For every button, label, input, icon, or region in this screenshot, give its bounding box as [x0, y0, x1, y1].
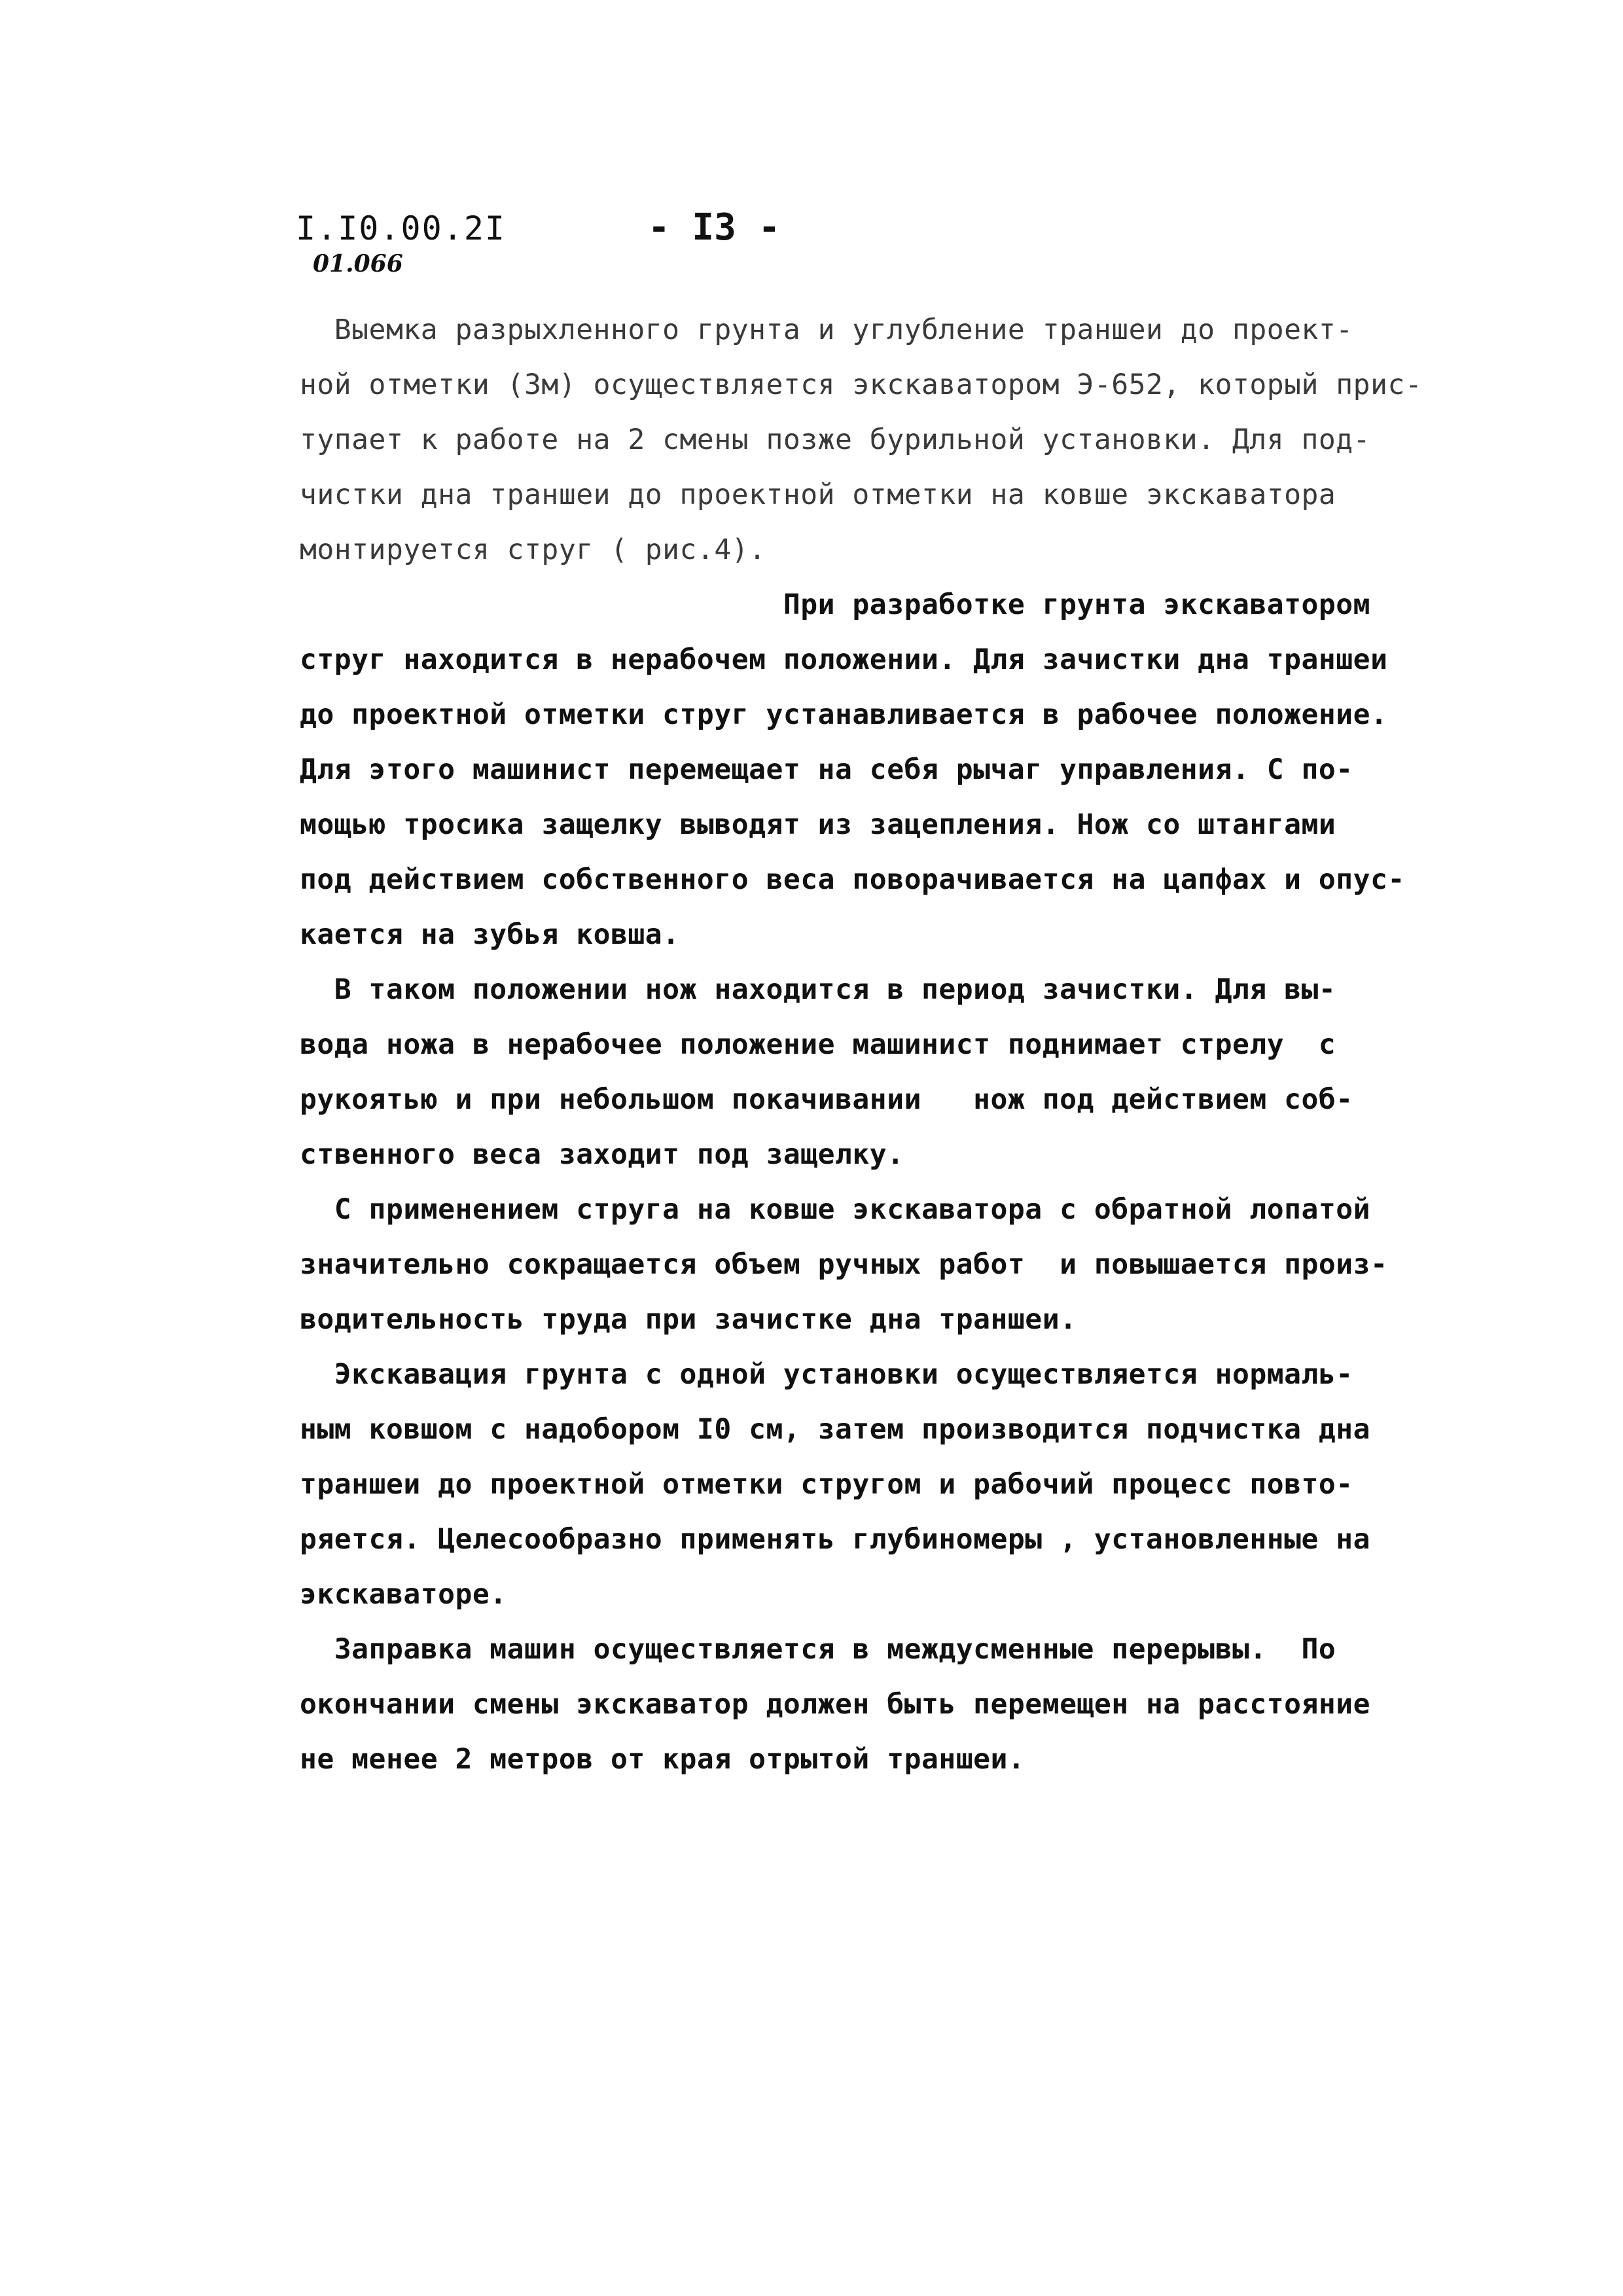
text-line: струг находится в нерабочем положении. Для зачистки дна траншеи	[300, 643, 1388, 676]
text-line: ной отметки (3м) осуществляется экскаватором Э-652, который прис-	[300, 368, 1423, 401]
text-line: кается на зубья ковша.	[300, 918, 680, 951]
text-line: монтируется струг ( рис.4).	[300, 533, 766, 566]
handwritten-note: 01.066	[313, 250, 403, 278]
text-line: экскаваторе.	[300, 1578, 507, 1611]
text-line: мощью тросика защелку выводят из зацепления. Нож со штангами	[300, 808, 1336, 841]
text-line: под действием собственного веса поворачивается на цапфах и опус-	[300, 863, 1405, 896]
text-line: значительно сокращается объем ручных работ и повышается произ-	[300, 1248, 1388, 1281]
text-line: Экскавация грунта с одной установки осуществляется нормаль-	[300, 1358, 1353, 1391]
text-line: водительность труда при зачистке дна траншеи.	[300, 1303, 1077, 1336]
body-text	[300, 302, 1423, 1787]
text-line: Заправка машин осуществляется в междусменные перерывы. По	[300, 1633, 1336, 1666]
text-line: вода ножа в нерабочее положение машинист поднимает стрелу с	[300, 1028, 1336, 1061]
text-line: рукоятью и при небольшом покачивании нож под действием соб-	[300, 1083, 1353, 1116]
text-line: Для этого машинист перемещает на себя рычаг управления. С по-	[300, 753, 1353, 786]
text-line: тупает к работе на 2 смены позже бурильной установки. Для под-	[300, 423, 1371, 456]
text-line: чистки дна траншеи до проектной отметки на ковше экскаватора	[300, 478, 1336, 511]
text-line: окончании смены экскаватор должен быть перемещен на расстояние	[300, 1688, 1371, 1721]
page-number: - I3 -	[648, 206, 781, 249]
text-line: При разработке грунта экскаватором	[300, 588, 1371, 621]
text-line: Выемка разрыхленного грунта и углубление траншеи до проект-	[300, 314, 1353, 346]
text-line: ным ковшом с надобором I0 см, затем производится подчистка дна	[300, 1413, 1371, 1446]
text-line: С применением струга на ковше экскаватора с обратной лопатой	[300, 1193, 1371, 1226]
text-line: траншеи до проектной отметки стругом и рабочий процесс повто-	[300, 1468, 1353, 1501]
text-line: ственного веса заходит под защелку.	[300, 1138, 904, 1171]
text-line: ряется. Целесообразно применять глубиномеры , установленные на	[300, 1523, 1371, 1556]
text-line: В таком положении нож находится в период зачистки. Для вы-	[300, 973, 1336, 1006]
text-line: до проектной отметки струг устанавливается в рабочее положение.	[300, 698, 1388, 731]
text-line: не менее 2 метров от края отрытой траншеи.	[300, 1743, 1026, 1776]
document-code: I.I0.00.2I	[296, 209, 507, 247]
